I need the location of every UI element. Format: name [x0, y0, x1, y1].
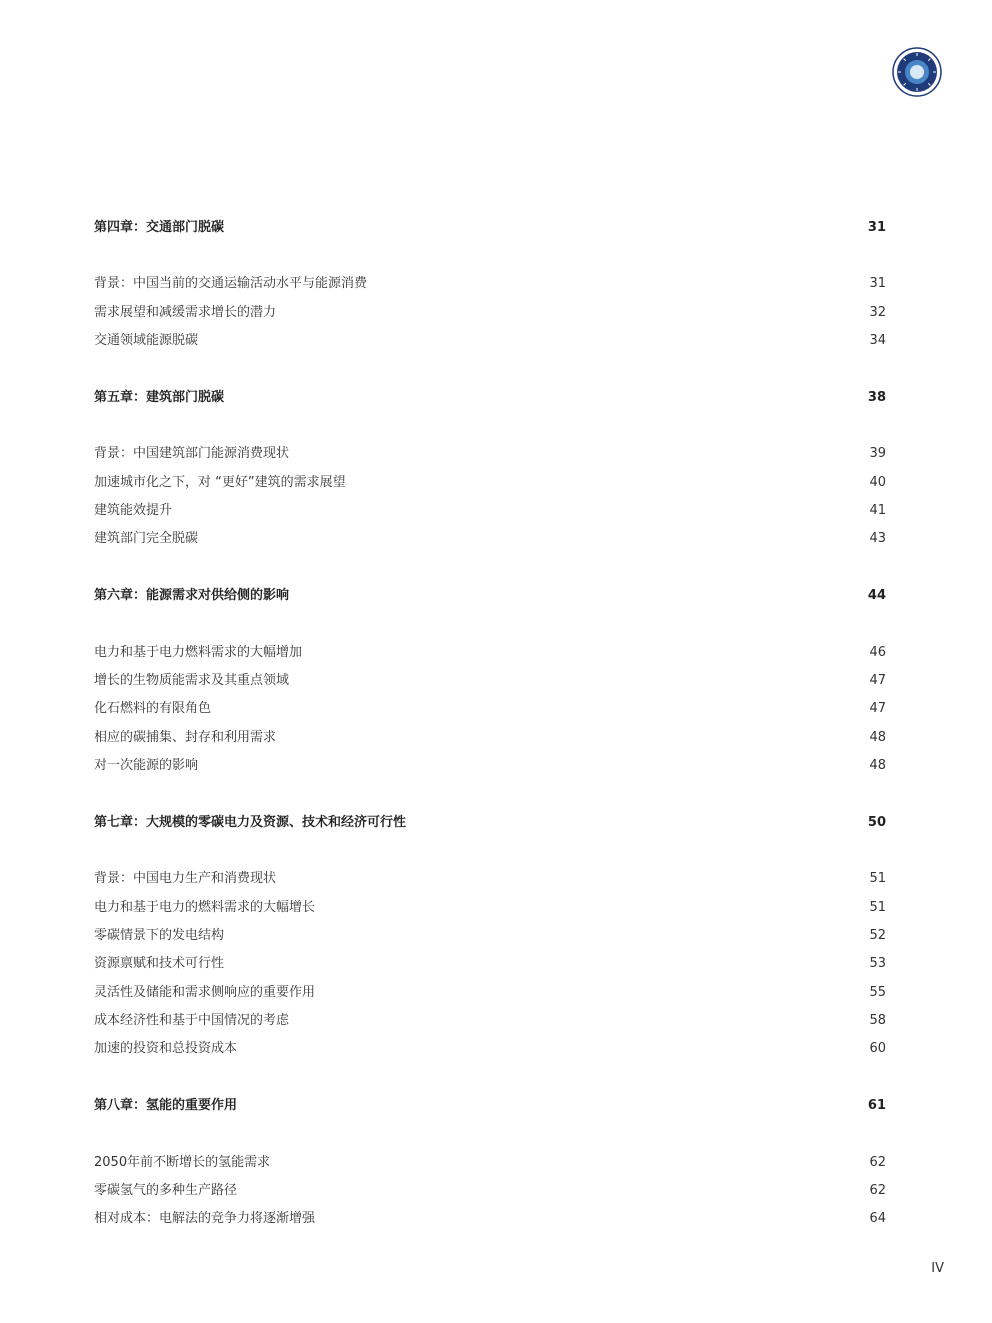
toc-chapter-4[interactable]	[94, 218, 886, 238]
toc-entry-title: 零碳氢气的多种生产路径	[94, 1183, 238, 1198]
toc-entry-page: 60	[869, 1041, 886, 1056]
toc-entry-page: 64	[869, 1211, 886, 1226]
toc-entry-page: 48	[869, 730, 886, 745]
toc-entry-page: 51	[869, 871, 886, 886]
toc-entry-page: 47	[869, 701, 886, 716]
toc-entry-title: 第五章：建筑部门脱碳	[94, 390, 225, 405]
toc-chapter-5[interactable]	[94, 388, 886, 408]
toc-entry-page: 46	[869, 645, 886, 660]
toc-entry-page: 48	[869, 758, 886, 773]
toc-entry-page: 34	[869, 333, 886, 348]
toc-entry[interactable]	[94, 898, 886, 918]
toc-entry-title: 电力和基于电力燃料需求的大幅增加	[94, 645, 303, 660]
toc-entry-title: 第六章：能源需求对供给侧的影响	[94, 588, 290, 603]
toc-entry-page: 55	[869, 985, 886, 1000]
toc-entry-title: 相应的碳捕集、封存和利用需求	[94, 730, 277, 745]
toc-chapter-8[interactable]	[94, 1096, 886, 1116]
toc-entry[interactable]	[94, 501, 886, 521]
toc-entry-page: 31	[869, 276, 886, 291]
toc-entry-page: 32	[869, 305, 886, 320]
toc-entry-title: 需求展望和减缓需求增长的潜力	[94, 305, 277, 320]
toc-entry-page: 51	[869, 900, 886, 915]
toc-entry-title: 相对成本：电解法的竞争力将逐渐增强	[94, 1211, 316, 1226]
toc-entry-page: 43	[869, 531, 886, 546]
toc-entry-page: 31	[867, 220, 886, 235]
toc-entry-page: 38	[867, 390, 886, 405]
toc-entry-title: 对一次能源的影响	[94, 758, 199, 773]
toc-entry[interactable]	[94, 1181, 886, 1201]
toc-chapter-7[interactable]	[94, 813, 886, 833]
toc-entry-title: 灵活性及储能和需求侧响应的重要作用	[94, 985, 316, 1000]
toc-entry[interactable]	[94, 1153, 886, 1173]
toc-entry-page: 40	[869, 475, 886, 490]
toc-entry[interactable]	[94, 983, 886, 1003]
toc-entry-title: 成本经济性和基于中国情况的考虑	[94, 1013, 290, 1028]
toc-entry[interactable]	[94, 699, 886, 719]
toc-entry-page: 41	[869, 503, 886, 518]
toc-entry[interactable]	[94, 274, 886, 294]
toc-entry[interactable]	[94, 331, 886, 351]
page-number: IV	[931, 1261, 944, 1276]
toc-entry[interactable]	[94, 303, 886, 323]
toc-entry-page: 47	[869, 673, 886, 688]
toc-entry-page: 50	[867, 815, 886, 830]
toc-entry[interactable]	[94, 444, 886, 464]
toc-entry[interactable]	[94, 728, 886, 748]
toc-entry-title: 建筑能效提升	[94, 503, 173, 518]
toc-entry-title: 建筑部门完全脱碳	[94, 531, 199, 546]
toc-entry-title: 第八章：氢能的重要作用	[94, 1098, 238, 1113]
toc-entry-page: 53	[869, 956, 886, 971]
toc-entry-title: 资源禀赋和技术可行性	[94, 956, 225, 971]
toc-entry-title: 背景：中国建筑部门能源消费现状	[94, 446, 290, 461]
toc-entry-title: 电力和基于电力的燃料需求的大幅增长	[94, 900, 316, 915]
toc-entry-page: 44	[867, 588, 886, 603]
toc-entry-page: 62	[869, 1183, 886, 1198]
toc-entry-page: 52	[869, 928, 886, 943]
toc-entry-page: 58	[869, 1013, 886, 1028]
toc-entry-page: 62	[869, 1155, 886, 1170]
toc-entry-title: 第七章：大规模的零碳电力及资源、技术和经济可行性	[94, 815, 407, 830]
toc-entry-title: 加速城市化之下，对 “更好”建筑的需求展望	[94, 475, 346, 490]
toc-entry[interactable]	[94, 869, 886, 889]
toc-entry-title: 第四章：交通部门脱碳	[94, 220, 225, 235]
toc-entry-page: 61	[867, 1098, 886, 1113]
toc-entry[interactable]	[94, 1209, 886, 1229]
toc-entry[interactable]	[94, 529, 886, 549]
toc-entry-title: 2050年前不断增长的氢能需求	[94, 1155, 271, 1170]
toc-entry-title: 背景：中国当前的交通运输活动水平与能源消费	[94, 276, 368, 291]
toc-entry[interactable]	[94, 756, 886, 776]
toc-entry[interactable]	[94, 1011, 886, 1031]
toc-entry[interactable]	[94, 473, 886, 493]
toc-entry-title: 交通领域能源脱碳	[94, 333, 199, 348]
toc-entry-title: 加速的投资和总投资成本	[94, 1041, 238, 1056]
toc-entry[interactable]	[94, 1039, 886, 1059]
toc-entry-title: 增长的生物质能需求及其重点领域	[94, 673, 290, 688]
toc-entry[interactable]	[94, 643, 886, 663]
toc-entry-title: 背景：中国电力生产和消费现状	[94, 871, 277, 886]
toc-entry[interactable]	[94, 954, 886, 974]
toc-entry[interactable]	[94, 671, 886, 691]
toc-entry[interactable]	[94, 926, 886, 946]
toc-entry-title: 化石燃料的有限角色	[94, 701, 212, 716]
toc-entry-title: 零碳情景下的发电结构	[94, 928, 225, 943]
toc-entry-page: 39	[869, 446, 886, 461]
toc-chapter-6[interactable]	[94, 586, 886, 606]
